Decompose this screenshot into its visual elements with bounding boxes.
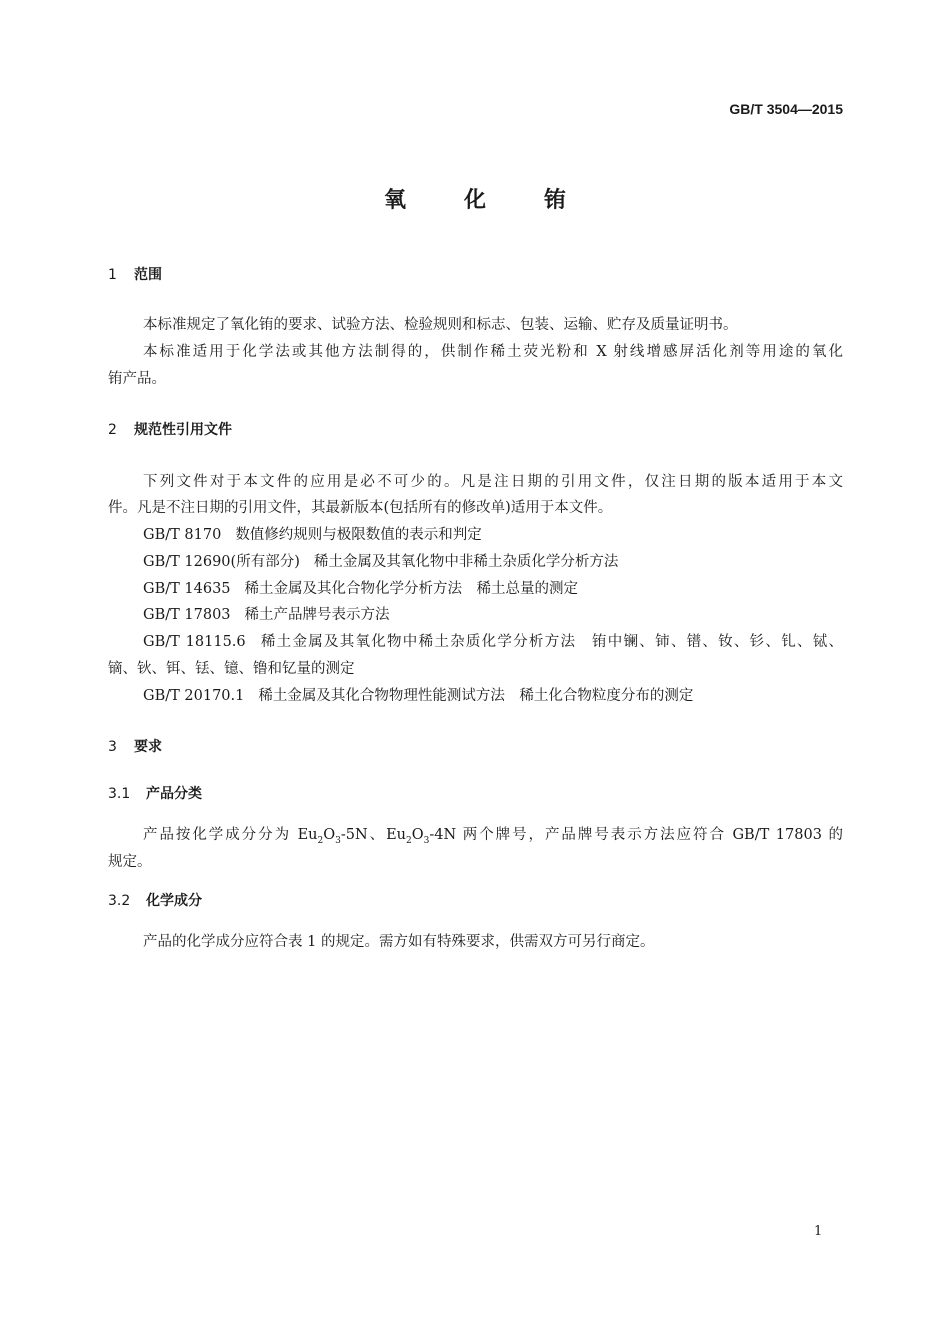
section-1-heading — [108, 264, 162, 284]
reference-item — [143, 523, 482, 544]
section-title: 产品分类 — [146, 786, 202, 802]
subscript: 3 — [335, 835, 341, 846]
text: -4N 两个牌号，产品牌号表示方法应符合 GB/T 17803 的 — [429, 827, 843, 843]
reference-code: GB/T 17803 — [143, 607, 231, 623]
reference-item — [143, 603, 390, 624]
paragraph: 产品的化学成分应符合表 1 的规定。需方如有特殊要求，供需双方可另行商定。 — [143, 934, 655, 950]
document-title: 氧化铕 — [383, 188, 624, 213]
section-title: 化学成分 — [146, 893, 202, 909]
section-3-1-heading — [108, 783, 202, 803]
paragraph-line: 铕产品。 — [108, 371, 166, 387]
section-number: 3 — [108, 739, 117, 755]
section-3-2-heading — [108, 890, 202, 910]
paragraph: 本标准规定了氧化铕的要求、试验方法、检验规则和标志、包装、运输、贮存及质量证明书。 — [143, 317, 738, 333]
reference-code: GB/T 12690(所有部分) — [143, 554, 300, 570]
reference-code: GB/T 20170.1 — [143, 688, 245, 704]
reference-item — [143, 630, 843, 651]
reference-title: 稀土金属及其氧化物中稀土杂质化学分析方法 铕中镧、铈、镨、钕、钐、钆、铽、 — [259, 634, 843, 650]
text: 产品按化学成分分为 Eu — [143, 827, 318, 843]
paragraph-line — [143, 823, 843, 846]
reference-item — [143, 577, 578, 598]
text: O — [411, 827, 424, 843]
standard-number: GB/T 3504—2015 — [729, 101, 843, 117]
reference-title: 稀土金属及其化合物化学分析方法 稀土总量的测定 — [244, 581, 579, 597]
section-title: 范围 — [134, 267, 162, 283]
section-number: 3.2 — [108, 893, 131, 909]
section-2-heading — [108, 419, 232, 439]
section-title: 要求 — [134, 739, 162, 755]
section-number: 3.1 — [108, 786, 131, 802]
section-number: 2 — [108, 422, 117, 438]
reference-code: GB/T 8170 — [143, 527, 222, 543]
text: -5N、Eu — [340, 827, 407, 843]
reference-title: 数值修约规则与极限数值的表示和判定 — [235, 527, 482, 543]
reference-code: GB/T 14635 — [143, 581, 231, 597]
paragraph-line: 下列文件对于本文件的应用是必不可少的。凡是注日期的引用文件，仅注日期的版本适用于本文 — [143, 474, 843, 490]
section-title: 规范性引用文件 — [134, 422, 232, 438]
section-number: 1 — [108, 267, 117, 283]
reference-item — [143, 550, 618, 571]
text: O — [323, 827, 336, 843]
subscript: 3 — [423, 835, 430, 846]
reference-title: 稀土金属及其化合物物理性能测试方法 稀土化合物粒度分布的测定 — [258, 688, 694, 704]
reference-continuation: 镝、钬、铒、铥、镱、镥和钇量的测定 — [108, 661, 355, 677]
paragraph-line: 本标准适用于化学法或其他方法制得的，供制作稀土荧光粉和 X 射线增感屏活化剂等用途的氧化 — [143, 344, 843, 360]
subscript: 2 — [406, 835, 412, 846]
reference-title: 稀土产品牌号表示方法 — [244, 607, 390, 623]
reference-item — [143, 684, 693, 705]
subscript: 2 — [317, 835, 324, 846]
page-number: 1 — [814, 1224, 823, 1239]
paragraph-line: 件。凡是不注日期的引用文件，其最新版本(包括所有的修改单)适用于本文件。 — [108, 500, 613, 516]
reference-code: GB/T 18115.6 — [143, 634, 246, 650]
section-3-heading — [108, 736, 162, 756]
paragraph-line: 规定。 — [108, 854, 152, 870]
reference-title: 稀土金属及其氧化物中非稀土杂质化学分析方法 — [313, 554, 619, 570]
